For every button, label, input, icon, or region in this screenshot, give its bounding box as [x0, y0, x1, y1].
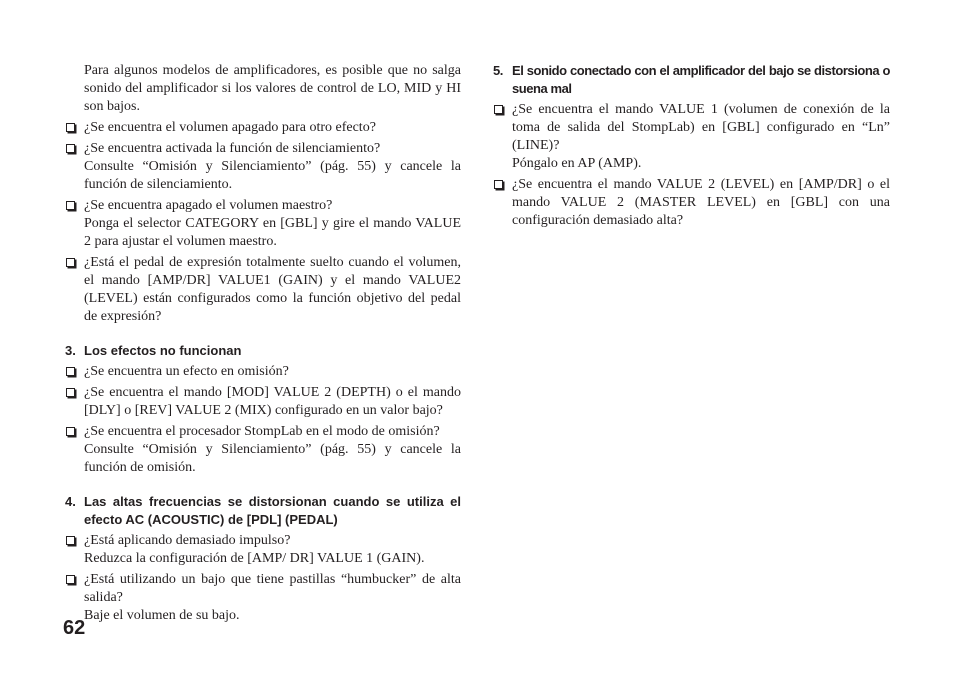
item-text: Consulte “Omisión y Silenciamiento” (pág. 55) y cancele la función de omisión. [84, 442, 461, 475]
checklist-item [493, 101, 890, 173]
item-text: Ponga el selector CATEGORY en [GBL] y gire el mando VALUE 2 para ajustar el volumen maestro. [84, 216, 461, 249]
item-text: Consulte “Omisión y Silenciamiento” (pág. 55) y cancele la función de silenciamiento. [84, 159, 461, 192]
item-text: ¿Se encuentra activada la función de silenciamiento? [84, 141, 381, 156]
checkbox-icon [494, 105, 503, 114]
section-heading-3 [65, 342, 461, 360]
item-text: ¿Está utilizando un bajo que tiene pastillas “humbucker” de alta salida? [84, 572, 461, 605]
section-heading-4 [65, 493, 461, 529]
item-text: ¿Se encuentra el procesador StompLab en el modo de omisión? [84, 424, 440, 439]
checkbox-icon [66, 201, 75, 210]
checklist-item [65, 140, 461, 194]
item-text: Baje el volumen de su bajo. [84, 608, 240, 623]
item-text: ¿Está el pedal de expresión totalmente suelto cuando el volumen, el mando [AMP/DR] VALUE1 (GAIN) y el mando VALUE2 (LEVEL) están configurados como la función objetivo del pedal de expresión? [84, 255, 461, 324]
checkbox-icon [66, 427, 75, 436]
section-number: 4. [65, 494, 76, 509]
checklist-item [65, 197, 461, 251]
checkbox-icon [66, 575, 75, 584]
checkbox-icon [66, 536, 75, 545]
item-text: Póngalo en AP (AMP). [512, 156, 642, 171]
checklist-item [65, 571, 461, 625]
intro-paragraph: Para algunos modelos de amplificadores, es posible que no salga sonido del amplificador si los valores de control de LO, MID y HI son bajos. [84, 63, 461, 114]
checklist-item [65, 384, 461, 420]
section-heading-5 [493, 62, 890, 98]
checklist-item [65, 363, 461, 381]
checkbox-icon [66, 258, 75, 267]
item-text: ¿Se encuentra el mando VALUE 2 (LEVEL) en [AMP/DR] o el mando VALUE 2 (MASTER LEVEL) en [GBL] con una configuración demasiado alta? [512, 177, 890, 228]
item-text: ¿Se encuentra un efecto en omisión? [84, 364, 289, 379]
checklist-item [65, 423, 461, 477]
checklist-item [65, 532, 461, 568]
item-text: Reduzca la configuración de [AMP/ DR] VALUE 1 (GAIN). [84, 551, 425, 566]
section-title: El sonido conectado con el amplificador del bajo se distorsiona o suena mal [512, 63, 890, 96]
item-text: ¿Se encuentra el volumen apagado para otro efecto? [84, 120, 376, 135]
checklist-item [65, 254, 461, 326]
section-number: 5. [493, 63, 503, 78]
item-text: ¿Se encuentra el mando VALUE 1 (volumen de conexión de la toma de salida del StompLab) en [GBL] configurado en “Ln” (LINE)? [512, 102, 890, 153]
checkbox-icon [66, 367, 75, 376]
checkbox-icon [66, 388, 75, 397]
item-text: ¿Está aplicando demasiado impulso? [84, 533, 291, 548]
left-column [65, 62, 461, 628]
checkbox-icon [66, 123, 75, 132]
page-number: 62 [63, 617, 86, 639]
section-title: Los efectos no funcionan [84, 343, 242, 358]
checklist-a [65, 119, 461, 326]
section-number: 3. [65, 343, 76, 358]
item-text: ¿Se encuentra apagado el volumen maestro? [84, 198, 333, 213]
checkbox-icon [66, 144, 75, 153]
checklist-item [493, 176, 890, 230]
item-text: ¿Se encuentra el mando [MOD] VALUE 2 (DEPTH) o el mando [DLY] o [REV] VALUE 2 (MIX) configurado en un valor bajo? [84, 385, 461, 418]
checklist-item [65, 119, 461, 137]
section-title: Las altas frecuencias se distorsionan cuando se utiliza el efecto AC (ACOUSTIC) de [PDL] (PEDAL) [84, 494, 461, 527]
right-column [493, 62, 890, 233]
checkbox-icon [494, 180, 503, 189]
